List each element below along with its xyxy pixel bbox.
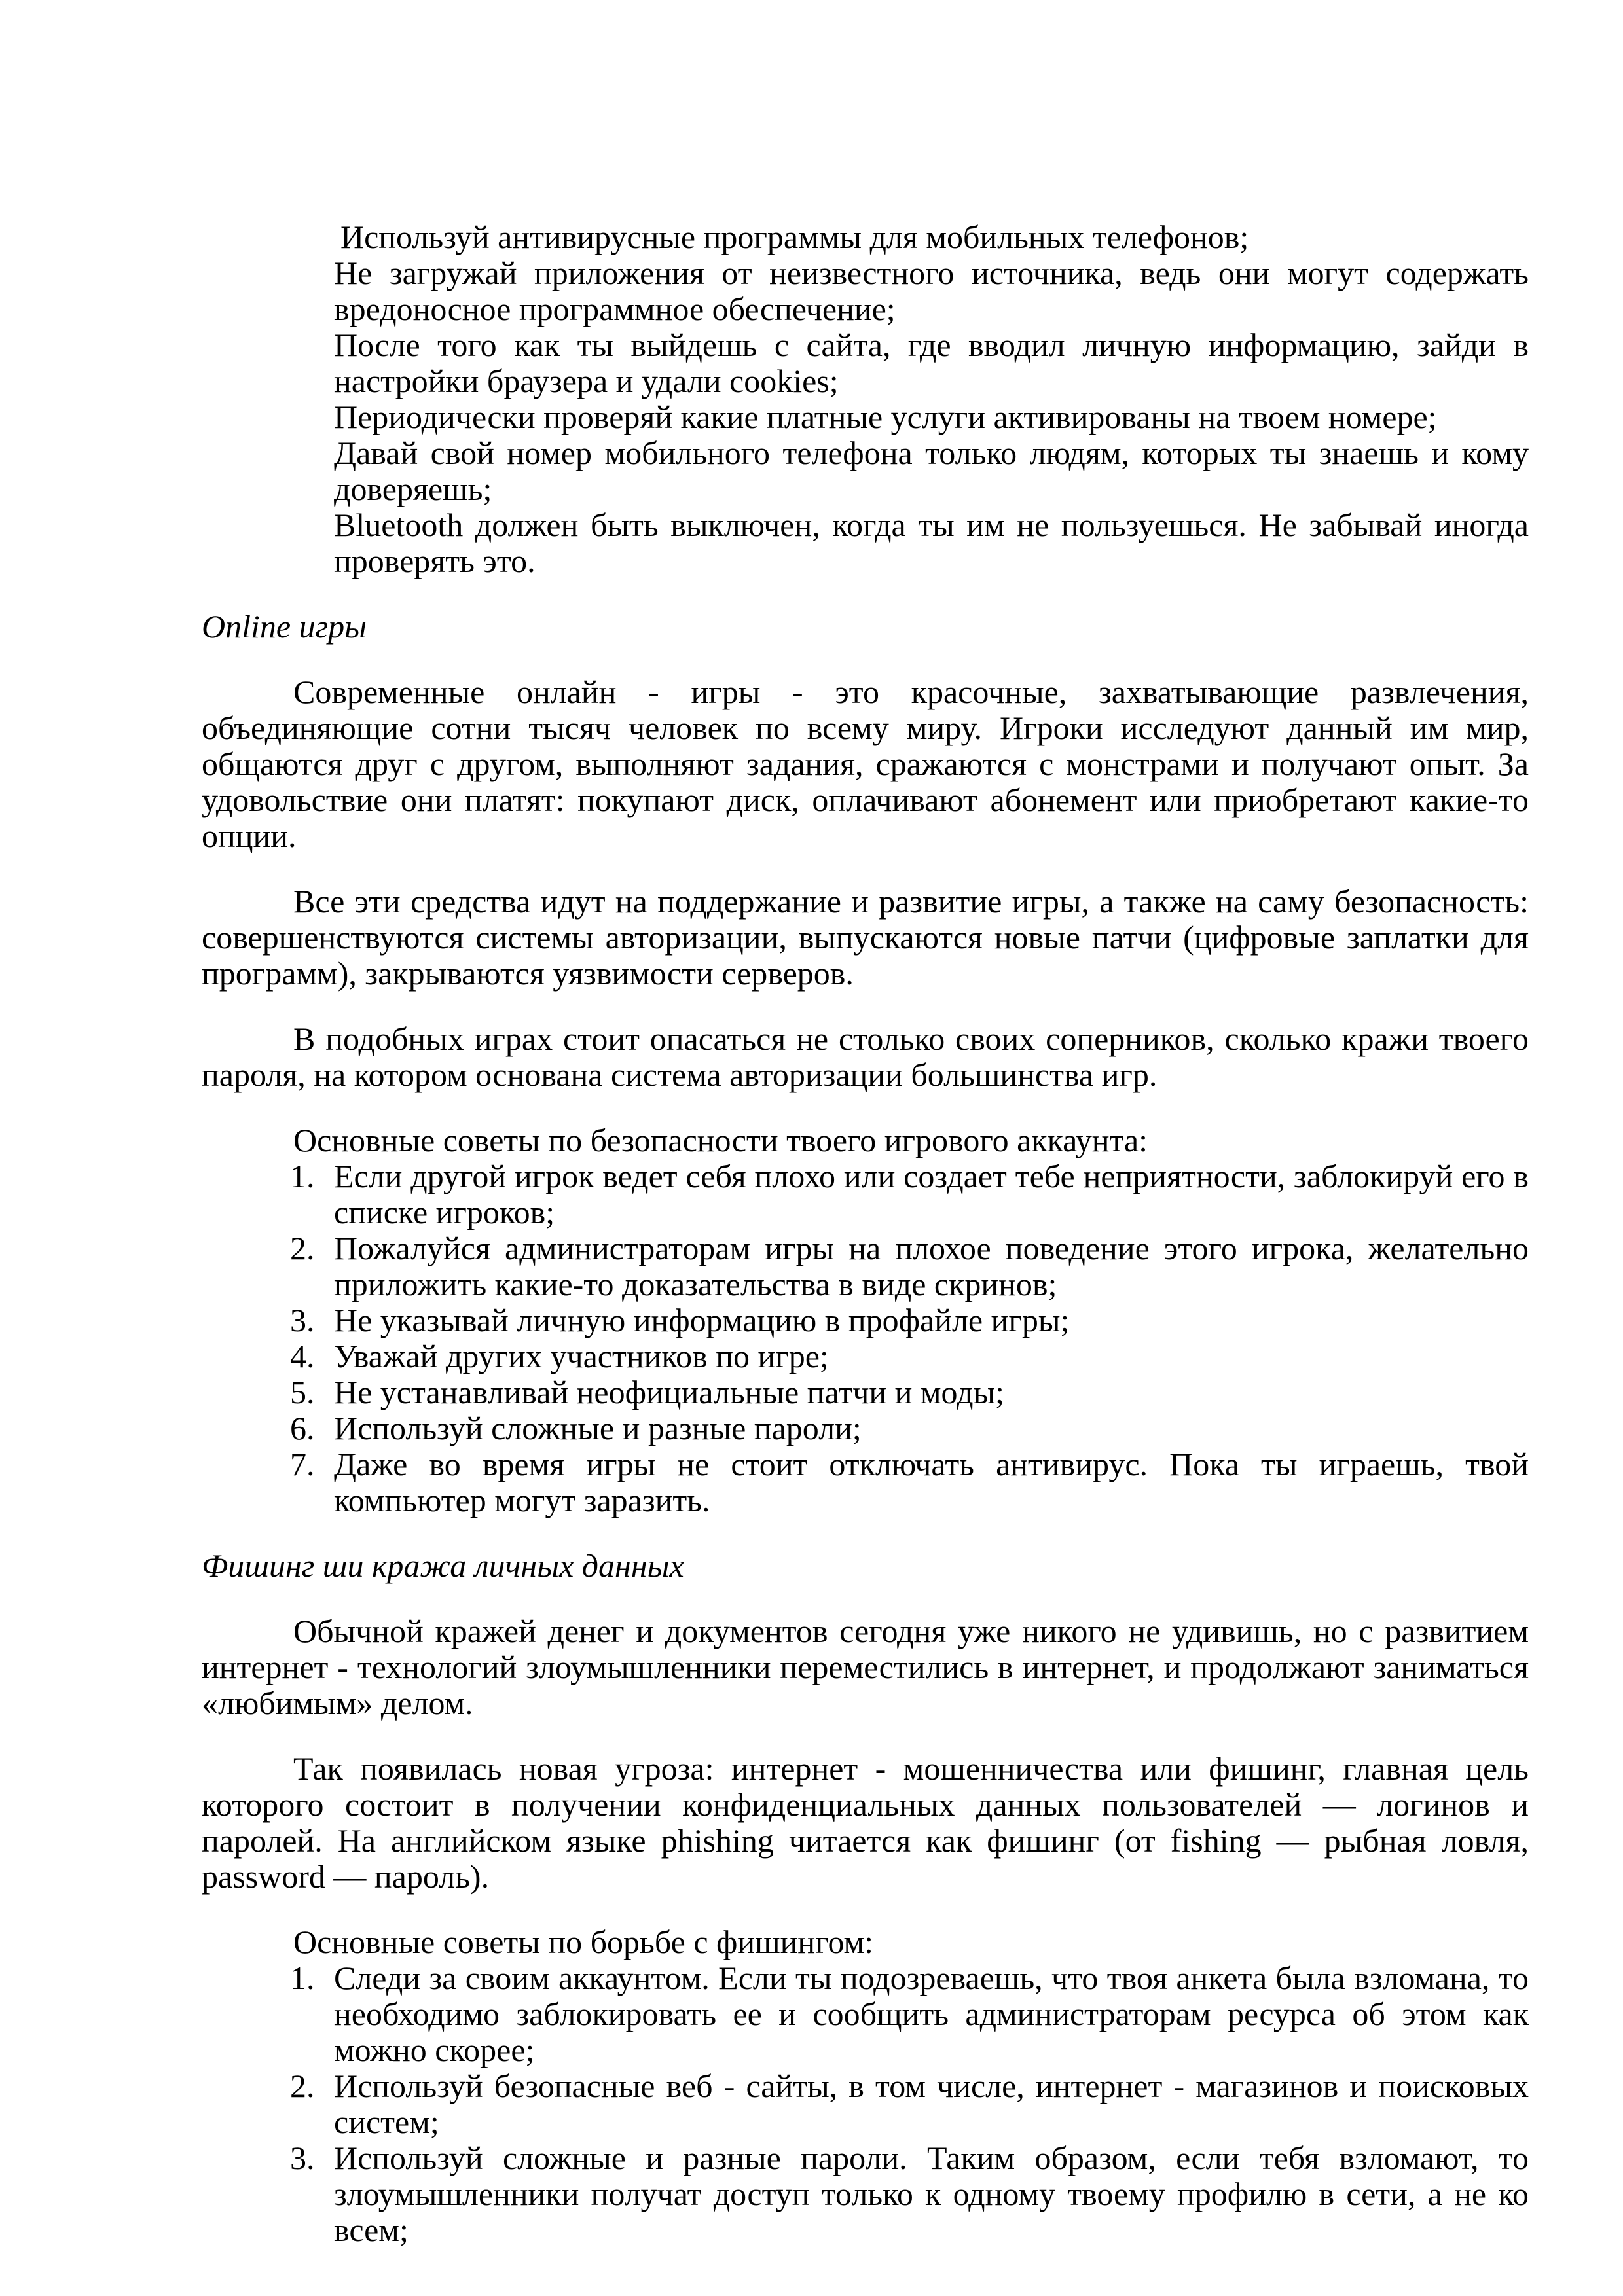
list-number: 3. (290, 2140, 315, 2176)
intro-tip: После того как ты выйдешь с сайта, где вводил личную информацию, зайди в настройки браузера и удали cookies; (334, 327, 1529, 399)
list-item (202, 1374, 1529, 1410)
list-number: 6. (290, 1410, 315, 1446)
list-text: Даже во время игры не стоит отключать антивирус. Пока ты играешь, твой компьютер могут заразить. (334, 1446, 1529, 1518)
phishing-numbered-list (202, 1960, 1529, 2248)
list-intro: Основные советы по борьбе с фишингом: (293, 1924, 874, 1960)
intro-tip: Bluetooth должен быть выключен, когда ты им не пользуешься. Не забывай иногда проверять это. (334, 507, 1529, 579)
paragraph: В подобных играх стоит опасаться не столько своих соперников, сколько кражи твоего пароля, на котором основана система авторизации большинства игр. (202, 1020, 1529, 1093)
list-item (202, 2068, 1529, 2140)
list-number: 4. (290, 1338, 315, 1374)
paragraph: Все эти средства идут на поддержание и развитие игры, а также на саму безопасность: совершенствуются системы авторизации, выпускаются новые патчи (цифровые заплатки для программ), закрываются уязвимости серверов. (202, 883, 1529, 992)
paragraph: Современные онлайн - игры - это красочные, захватывающие развлечения, объединяющие сотни тысяч человек по всему миру. Игроки исследуют данный им мир, общаются друг с другом, выполняют задания, сражаются с монстрами и получают опыт. За удовольствие они платят: покупают диск, оплачивают абонемент или приобретают какие-то опции. (202, 673, 1529, 854)
list-item (202, 1338, 1529, 1374)
games-numbered-list (202, 1158, 1529, 1518)
list-text: Не указывай личную информацию в профайле игры; (334, 1302, 1070, 1338)
list-text: Не устанавливай неофициальные патчи и моды; (334, 1374, 1004, 1410)
intro-tip: Периодически проверяй какие платные услуги активированы на твоем номере; (334, 399, 1437, 435)
list-text: Следи за своим аккаунтом. Если ты подозреваешь, что твоя анкета была взломана, то необходимо заблокировать ее и сообщить администраторам ресурса об этом как можно скорее; (334, 1960, 1529, 2068)
paragraph: Так появилась новая угроза: интернет - мошенничества или фишинг, главная цель которого состоит в получении конфиденциальных данных пользователей — логинов и паролей. На английском языке phishing читается как фишинг (от fishing — рыбная ловля, password — пароль). (202, 1750, 1529, 1895)
list-text: Пожалуйся администраторам игры на плохое поведение этого игрока, желательно приложить какие-то доказательства в виде скринов; (334, 1230, 1529, 1302)
list-item (202, 1446, 1529, 1518)
paragraph: Обычной кражей денег и документов сегодня уже никого не удивишь, но с развитием интернет - технологий злоумышленники переместились в интернет, и продолжают заниматься «любимым» делом. (202, 1613, 1529, 1721)
intro-tip: Используй антивирусные программы для мобильных телефонов; (340, 219, 1249, 255)
intro-tip: Не загружай приложения от неизвестного источника, ведь они могут содержать вредоносное программное обеспечение; (334, 255, 1529, 327)
list-text: Если другой игрок ведет себя плохо или создает тебе неприятности, заблокируй его в списке игроков; (334, 1158, 1529, 1230)
list-item (202, 2140, 1529, 2248)
list-item (202, 1158, 1529, 1230)
intro-tip: Давай свой номер мобильного телефона только людям, которых ты знаешь и кому доверяешь; (334, 435, 1529, 507)
list-number: 3. (290, 1302, 315, 1338)
list-number: 1. (290, 1960, 315, 1996)
list-intro: Основные советы по безопасности твоего игрового аккаунта: (293, 1122, 1148, 1158)
list-text: Уважай других участников по игре; (334, 1338, 829, 1374)
list-text: Используй безопасные веб - сайты, в том числе, интернет - магазинов и поисковых систем; (334, 2068, 1529, 2140)
list-item (202, 1230, 1529, 1302)
intro-tips-list (202, 219, 1529, 579)
list-item (202, 1302, 1529, 1338)
list-text: Используй сложные и разные пароли. Таким образом, если тебя взломают, то злоумышленники получат доступ только к одному твоему профилю в сети, а не ко всем; (334, 2140, 1529, 2248)
list-number: 1. (290, 1158, 315, 1194)
section-heading-online-games: Online игры (202, 608, 367, 645)
list-number: 2. (290, 1230, 315, 1266)
list-number: 2. (290, 2068, 315, 2104)
list-item (202, 1960, 1529, 2068)
list-number: 7. (290, 1446, 315, 1482)
list-number: 5. (290, 1374, 315, 1410)
section-heading-phishing: Фишинг ши кража личных данных (202, 1547, 684, 1584)
list-item (202, 1410, 1529, 1446)
list-text: Используй сложные и разные пароли; (334, 1410, 862, 1446)
